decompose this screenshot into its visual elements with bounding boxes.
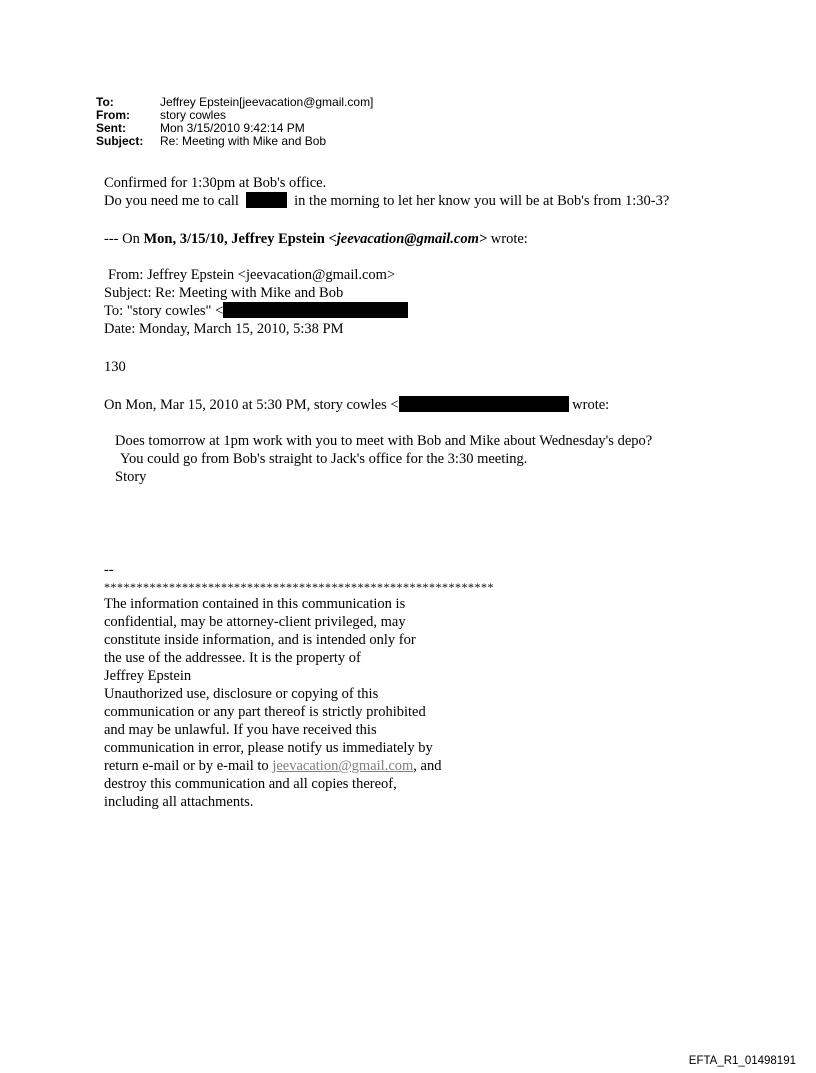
signature-dashes: --: [104, 562, 114, 578]
reply-line-2: [104, 192, 669, 210]
quoted-body: 130: [104, 359, 126, 375]
sent-value: Mon 3/15/2010 9:42:14 PM: [160, 121, 305, 135]
reply-line-2-start: Do you need me to call: [104, 193, 239, 209]
to-value: Jeffrey Epstein[jeevacation@gmail.com]: [160, 95, 374, 109]
disclaimer-line: destroy this communication and all copies thereof,: [104, 776, 397, 792]
subject-label: Subject:: [96, 134, 144, 148]
email-link[interactable]: jeevacation@gmail.com: [272, 758, 414, 774]
quoted-to-line: [104, 302, 408, 320]
to-label: To:: [96, 95, 114, 109]
quoted-message-headers: [104, 266, 408, 338]
quote-header-bold: Mon, 3/15/10, Jeffrey Epstein: [143, 231, 329, 247]
subject-value: Re: Meeting with Mike and Bob: [160, 134, 327, 148]
document-id: EFTA_R1_01498191: [688, 1055, 796, 1067]
reply-line-1: Confirmed for 1:30pm at Bob's office.: [104, 175, 327, 191]
return-text: return e-mail or by e-mail to: [104, 758, 273, 774]
reply-block: [104, 174, 669, 210]
redaction-box: [246, 192, 287, 208]
disclaimer-line: the use of the addressee. It is the property of: [104, 650, 361, 666]
quote-header-suffix: wrote:: [487, 231, 528, 247]
disclaimer-line: communication or any part thereof is strictly prohibited: [104, 704, 426, 720]
quote-header: [104, 230, 528, 248]
quote-header-prefix: --- On: [104, 231, 144, 247]
quote-header-email: <jeevacation@gmail.com>: [328, 231, 488, 247]
disclaimer-line: including all attachments.: [104, 794, 254, 810]
disclaimer-line: confidential, may be attorney-client privileged, may: [104, 614, 406, 630]
reply-line-2-end: in the morning to let her know you will be at Bob's from 1:30-3?: [294, 193, 670, 209]
quoted-subject-line: Subject: Re: Meeting with Mike and Bob: [104, 285, 344, 301]
from-value: story cowles: [160, 108, 227, 122]
email-header: [96, 96, 373, 148]
disclaimer-line: constitute inside information, and is intended only for: [104, 632, 416, 648]
to-row: [96, 96, 373, 109]
quoted-from-line: From: Jeffrey Epstein <jeevacation@gmail.com>: [108, 267, 396, 283]
original-line-3: Story: [115, 469, 147, 485]
disclaimer-line: Unauthorized use, disclosure or copying of this: [104, 686, 379, 702]
quoted-date-line: Date: Monday, March 15, 2010, 5:38 PM: [104, 321, 344, 337]
return-suffix: , and: [413, 758, 442, 774]
signature-stars: ************************************************************: [104, 580, 494, 594]
original-header-suffix: wrote:: [568, 397, 610, 413]
disclaimer-line: and may be unlawful. If you have received this: [104, 722, 377, 738]
disclaimer-return-line: [104, 757, 494, 775]
disclaimer-line: communication in error, please notify us immediately by: [104, 740, 433, 756]
quoted-to-text: To: "story cowles" <: [104, 303, 224, 319]
redaction-box: [399, 396, 569, 412]
signature-block: [104, 561, 494, 811]
subject-row: [96, 135, 373, 148]
redaction-box: [223, 302, 408, 318]
sent-label: Sent:: [96, 121, 126, 135]
original-line-2: You could go from Bob's straight to Jack's office for the 3:30 meeting.: [120, 451, 528, 467]
original-line-1: Does tomorrow at 1pm work with you to meet with Bob and Mike about Wednesday's depo?: [115, 433, 653, 449]
original-header-text: On Mon, Mar 15, 2010 at 5:30 PM, story cowles <: [104, 397, 399, 413]
original-header: [104, 396, 609, 414]
original-body: [115, 432, 652, 486]
disclaimer-line: The information contained in this communication is: [104, 596, 406, 612]
disclaimer-line: Jeffrey Epstein: [104, 668, 192, 684]
from-label: From:: [96, 108, 130, 122]
